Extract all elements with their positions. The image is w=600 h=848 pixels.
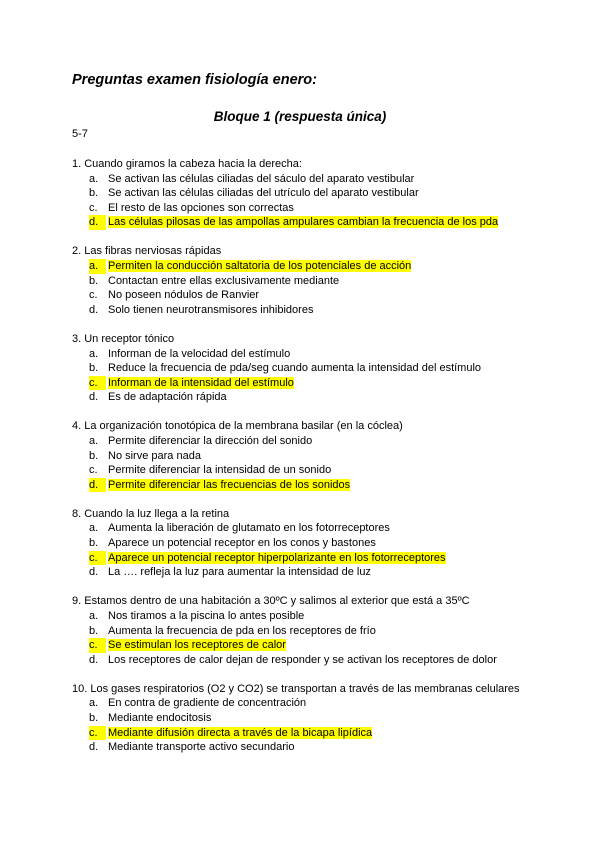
option-letter: d. [89,478,106,493]
option-letter: a. [89,347,99,360]
question-text: 8. Cuando la luz llega a la retina [72,507,230,520]
option-list [72,696,542,754]
option-item-highlighted [72,259,542,274]
question-item [72,419,542,492]
option-item [72,201,542,216]
option-text: Se activan las células ciliadas del sáculo del aparato vestibular [108,172,415,185]
option-item [72,463,542,478]
question-item [72,244,542,317]
option-letter: b. [89,537,99,550]
option-letter: d. [89,215,106,230]
option-letter: a. [89,172,99,185]
option-text: Permite diferenciar la intensidad de un sonido [108,464,332,477]
block-subtitle: Bloque 1 (respuesta única) [213,109,387,124]
option-item-highlighted [72,726,542,741]
option-text: Informan de la intensidad del estímulo [108,376,294,389]
option-letter: b. [89,362,99,375]
option-letter: c. [89,464,98,477]
option-item [72,347,542,362]
option-letter: b. [89,187,99,200]
option-list [72,259,542,317]
option-letter: d. [89,303,99,316]
question-text: 9. Estamos dentro de una habitación a 30ºC y salimos al exterior que está a 35ºC [72,595,470,608]
option-text: Mediante transporte activo secundario [108,741,295,754]
option-letter: a. [89,435,99,447]
option-item-highlighted [72,376,542,391]
question-text: 4. La organización tonotópica de la membrana basilar (en la cóclea) [72,420,403,433]
option-letter: c. [89,289,98,302]
option-text: Reduce la frecuencia de pda/seg cuando aumenta la intensidad del estímulo [108,362,482,375]
option-text: Informan de la velocidad del estímulo [108,347,291,360]
option-text: Mediante endocitosis [108,712,212,724]
option-letter: d. [89,741,99,754]
option-item [72,274,542,289]
question-item [72,682,542,755]
question-range: 5-7 [72,128,88,140]
option-text: Se estimulan los receptores de calor [108,639,286,652]
option-letter: b. [89,624,99,637]
option-text: Contactan entre ellas exclusivamente mediante [108,274,340,287]
option-item [72,303,542,318]
option-item [72,653,542,668]
option-item [72,521,542,536]
option-text: Mediante difusión directa a través de la bicapa lipídica [108,726,373,739]
option-item [72,609,542,624]
option-list [72,172,542,230]
option-list [72,521,542,579]
option-item [72,288,542,303]
option-list [72,609,542,667]
option-item [72,449,542,464]
option-text: En contra de gradiente de concentración [108,697,307,710]
option-item [72,434,542,449]
option-item [72,361,542,376]
option-text: Se activan las células ciliadas del utrículo del aparato vestibular [108,187,419,200]
option-text: Permite diferenciar la dirección del sonido [108,435,313,447]
question-text: 1. Cuando giramos la cabeza hacia la derecha: [72,158,302,170]
option-item-highlighted [72,638,542,653]
option-item-highlighted [72,478,542,493]
option-item [72,711,542,726]
document-title: Preguntas examen fisiología enero: [72,72,317,88]
option-text: Nos tiramos a la piscina lo antes posible [108,609,305,622]
option-letter: a. [89,522,99,535]
option-text: Las células pilosas de las ampollas ampulares cambian la frecuencia de los pda [108,216,499,229]
option-text: La …. refleja la luz para aumentar la intensidad de luz [108,566,371,579]
question-text: 3. Un receptor tónico [72,332,175,345]
option-text: Aumenta la frecuencia de pda en los receptores de frío [108,624,376,637]
option-letter: a. [89,609,99,622]
option-item [72,740,542,755]
option-item [72,186,542,201]
option-letter: c. [89,201,98,214]
option-item [72,565,542,580]
option-item [72,536,542,551]
option-text: Los receptores de calor dejan de responder y se activan los receptores de dolor [108,653,497,666]
question-item [72,157,542,230]
option-item-highlighted [72,551,542,566]
option-letter: c. [89,376,106,391]
option-letter: c. [89,551,106,566]
question-text: 2. Las fibras nerviosas rápidas [72,245,222,258]
option-text: Permiten la conducción saltatoria de los potenciales de acción [108,260,412,273]
option-text: Solo tienen neurotransmisores inhibidores [108,303,314,316]
question-item [72,594,542,667]
option-letter: d. [89,566,99,579]
option-item [72,696,542,711]
option-text: No poseen nódulos de Ranvier [108,289,260,302]
question-item [72,507,542,580]
option-text: Permite diferenciar las frecuencias de los sonidos [108,478,351,491]
option-text: Es de adaptación rápida [108,391,227,404]
option-letter: b. [89,712,99,724]
question-text: 10. Los gases respiratorios (O2 y CO2) se transportan a través de las membranas celulares [72,682,520,695]
option-letter: b. [89,449,99,462]
option-item [72,390,542,405]
option-letter: c. [89,726,106,741]
option-item [72,172,542,187]
question-list [72,157,542,769]
option-letter: b. [89,274,99,287]
option-text: No sirve para nada [108,449,201,462]
option-list [72,434,542,492]
option-item-highlighted [72,215,542,230]
option-letter: d. [89,653,99,666]
option-text: El resto de las opciones son correctas [108,201,294,214]
option-letter: a. [89,697,99,710]
option-letter: a. [89,259,106,274]
option-letter: d. [89,391,99,404]
option-text: Aparece un potencial receptor hiperpolarizante en los fotorreceptores [108,551,446,564]
option-item [72,624,542,639]
option-letter: c. [89,638,106,653]
option-text: Aparece un potencial receptor en los conos y bastones [108,537,376,550]
option-text: Aumenta la liberación de glutamato en los fotorreceptores [108,522,390,535]
option-list [72,347,542,405]
question-item [72,332,542,405]
